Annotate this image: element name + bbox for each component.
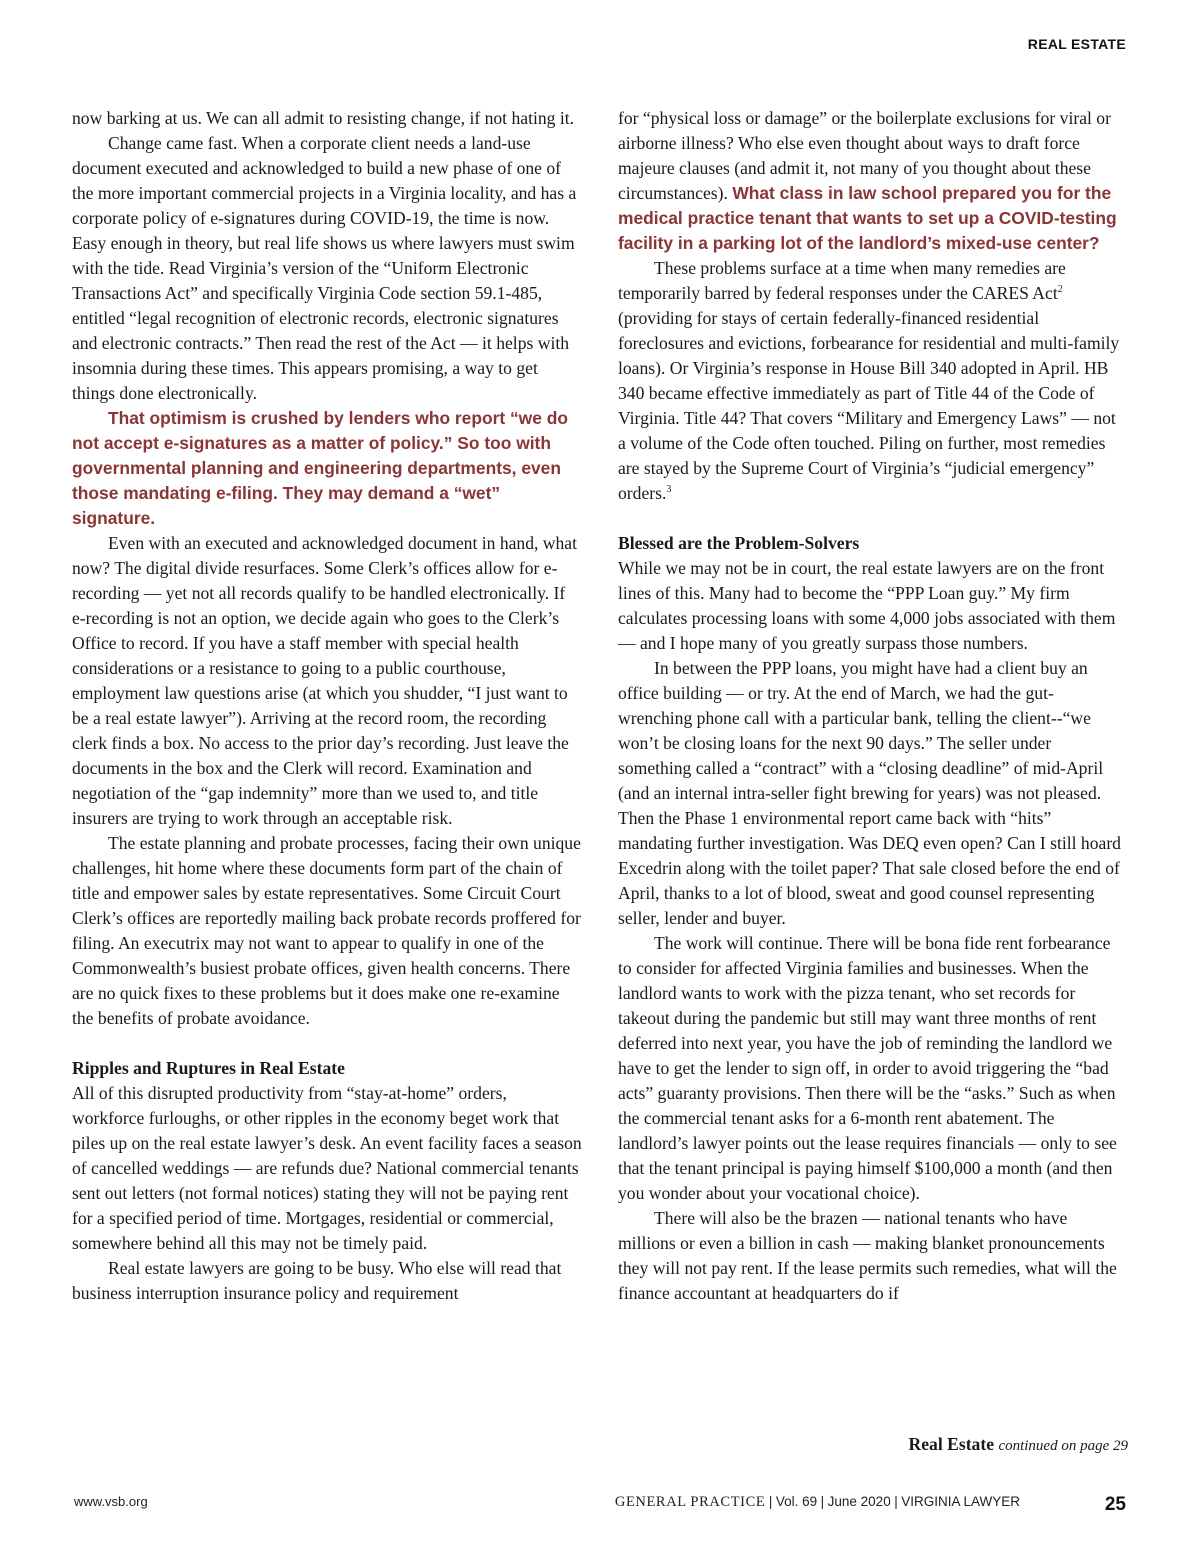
paragraph: While we may not be in court, the real estate lawyers are on the front lines of this. Many had to become the “PPP Loan guy.” My firm calculates processing loans with some 4,000 jobs associated with them — and I hope many of you greatly surpass those numbers. <box>618 558 1116 653</box>
footer-url[interactable]: www.vsb.org <box>74 1494 148 1509</box>
footer-section: GENERAL PRACTICE <box>614 1494 766 1510</box>
paragraph: The estate planning and probate processes, facing their own unique challenges, hit home where these documents form part of the chain of title and empower sales by estate representatives. Some Circuit Court Clerk’s offices are reportedly mailing back probate records proffered for filing. An executrix may not want to appear to qualify in one of the Commonwealth’s busiest probate offices, given health concerns. There are no quick fixes to these problems but it does make one re-examine the benefits of probate avoidance. <box>72 833 581 1028</box>
pull-quote: What class in law school prepared you for the medical practice tenant that wants to set up a COVID-testing facility in a parking lot of the landlord’s mixed-use center? <box>618 183 1117 253</box>
continued-note[interactable] <box>909 1434 1128 1455</box>
right-column <box>618 106 1128 1306</box>
continued-text: continued on page 29 <box>998 1438 1128 1454</box>
paragraph-text: for “physical loss or damage” or the boilerplate exclusions for viral or airborne illness? Who else even thought about ways to draft force majeure clauses (and admit it, not many of you thought about these circumstances). <box>618 108 1111 203</box>
section-heading: Blessed are the Problem-Solvers <box>618 533 860 553</box>
footnote-ref: 2 <box>1057 284 1063 296</box>
section-header: REAL ESTATE <box>1027 36 1126 52</box>
footer-volume: Vol. 69 <box>775 1494 818 1509</box>
footer-publication: VIRGINIA LAWYER <box>901 1494 1020 1509</box>
paragraph: Even with an executed and acknowledged document in hand, what now? The digital divide resurfaces. Some Clerk’s offices allow for e-recording — yet not all records qualify to be handled electronically. If e-recording is not an option, we decide again who goes to the Clerk’s Office to record. If you have a staff member with special health considerations or a resistance to going to a public courthouse, employment law questions arise (at which you shudder, “I just want to be a real estate lawyer”). Arriving at the record room, the recording clerk finds a box. No access to the prior day’s recording. Just leave the documents in the box and the Clerk will record. Examination and negotiation of the “gap indemnity” more than we used to, and title insurers are trying to work through an acceptable risk. <box>72 533 578 828</box>
footer-separator: | <box>768 1494 773 1509</box>
pull-quote: That optimism is crushed by lenders who report “we do not accept e-signatures as a matter of policy.” So too with governmental planning and engineering departments, even those mandating e-filing. They may demand a “wet” signature. <box>72 408 568 528</box>
paragraph: Change came fast. When a corporate client needs a land-use document executed and acknowledged to build a new phase of one of the more important commercial projects in a Virginia locality, and has a corporate policy of e-signatures during COVID-19, the time is now. Easy enough in theory, but real life shows us where lawyers must swim with the tide. Read Virginia’s version of the “Uniform Electronic Transactions Act” and specifically Virginia Code section 59.1-485, entitled “legal recognition of electronic records, electronic signatures and electronic contracts.” Then read the rest of the Act — it helps with insomnia during these times. This appears promising, a way to get things done electronically. <box>72 133 577 403</box>
paragraph <box>618 256 1128 506</box>
paragraph: There will also be the brazen — national tenants who have millions or even a billion in cash — making blanket pronouncements they will not pay rent. If the lease permits such remedies, what will the finance accountant at headquarters do if <box>618 1208 1117 1303</box>
paragraph: All of this disrupted productivity from “stay-at-home” orders, workforce furloughs, or other ripples in the economy beget work that piles up on the real estate lawyer’s desk. An event facility faces a season of cancelled weddings — are refunds due? National commercial tenants sent out letters (not formal notices) stating they will not be paying rent for a specified period of time. Mortgages, residential or commercial, somewhere behind all this may not be timely paid. <box>72 1083 582 1253</box>
paragraph-text: These problems surface at a time when many remedies are temporarily barred by federal responses under the CARES Act <box>618 258 1066 303</box>
continued-title: Real Estate <box>908 1434 995 1454</box>
paragraph <box>618 106 1128 256</box>
paragraph: In between the PPP loans, you might have had a client buy an office building — or try. At the end of March, we had the gut-wrenching phone call with a particular bank, telling the client--“we won’t be closing loans for the next 90 days.” The seller under something called a “contract” with a “closing deadline” of mid-April (and an internal intra-seller fight brewing for years) was not pleased. Then the Phase 1 environmental report came back with “hits” mandating further investigation. Was DEQ even open? Can I still hoard Excedrin along with the toilet paper? That sale closed before the end of April, thanks to a lot of blood, sweat and good counsel representing seller, lender and buyer. <box>618 658 1121 928</box>
footer-separator: | <box>820 1494 825 1509</box>
footnote-ref: 3 <box>666 484 672 496</box>
footer-date: June 2020 <box>827 1494 891 1509</box>
paragraph-text: (providing for stays of certain federally-financed residential foreclosures and evictions, forbearance for residential and multi-family loans). Or Virginia’s response in House Bill 340 adopted in April. HB 340 became effective immediately as part of Title 44 of the Code of Virginia. Title 44? That covers “Military and Emergency Laws” — not a volume of the Code often touched. Piling on further, most remedies are stayed by the Supreme Court of Virginia’s “judicial emergency” orders. <box>618 308 1120 503</box>
paragraph: Real estate lawyers are going to be busy. Who else will read that business interruption insurance policy and requirement <box>72 1258 562 1303</box>
page-number: 25 <box>1104 1494 1126 1515</box>
footer-separator: | <box>894 1494 898 1509</box>
paragraph: now barking at us. We can all admit to resisting change, if not hating it. <box>72 108 575 128</box>
paragraph: The work will continue. There will be bona fide rent forbearance to consider for affected Virginia families and businesses. When the landlord wants to work with the pizza tenant, who set records for takeout during the pandemic but still may want three months of rent deferred into next year, you have the job of reminding the landlord we have to get the lender to sign off, in order to avoid triggering the “bad acts” guaranty provisions. Then there will be the “asks.” Such as when the commercial tenant asks for a 6-month rent abatement. The landlord’s lawyer points out the lease requires financials — only to see that the tenant principal is paying himself $100,000 a month (and then you wonder about your vocational choice). <box>618 933 1117 1203</box>
section-heading: Ripples and Ruptures in Real Estate <box>72 1058 345 1078</box>
footer-info <box>615 1494 1020 1511</box>
left-column <box>72 106 582 1306</box>
